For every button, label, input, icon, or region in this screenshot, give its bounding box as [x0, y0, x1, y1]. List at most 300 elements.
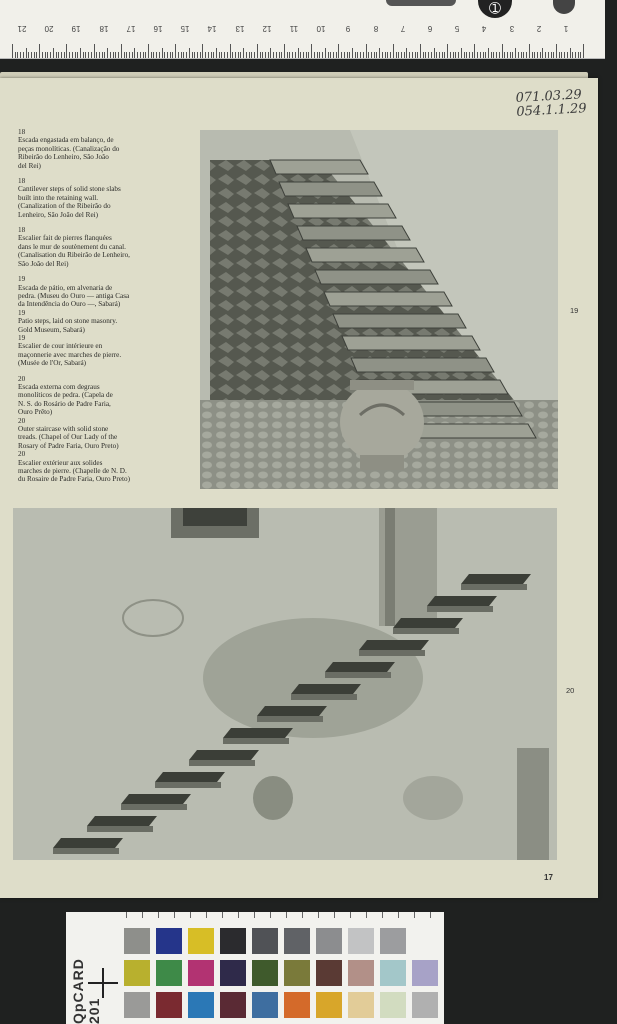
- ruler-tick: [118, 52, 119, 58]
- ruler-hole-icon: [553, 0, 575, 14]
- color-swatch: [348, 960, 374, 986]
- ruler-tick: [153, 52, 154, 58]
- ruler-tick: [387, 52, 388, 58]
- ruler-tick: [23, 52, 24, 58]
- ruler-tick: [578, 52, 579, 58]
- ruler-tick: [483, 52, 484, 58]
- ruler-tick: [450, 52, 451, 58]
- ruler-tick: [126, 52, 127, 58]
- ruler-tick: [415, 52, 416, 58]
- ruler-tick: [436, 52, 437, 58]
- ruler-tick: [425, 52, 426, 58]
- ruler-tick: [325, 48, 326, 58]
- color-swatch: [188, 928, 214, 954]
- ruler-tick: [300, 52, 301, 58]
- card-tick: [174, 912, 175, 918]
- ruler-tick: [132, 52, 133, 58]
- ruler-tick: [56, 52, 57, 58]
- stone-step: [333, 314, 466, 328]
- ruler-tick: [545, 52, 546, 58]
- ruler-tick: [360, 52, 361, 58]
- step-shadow: [325, 672, 391, 678]
- stone-step: [288, 204, 396, 218]
- ruler-tick: [466, 52, 467, 58]
- caption-block: [18, 128, 176, 170]
- stone-step: [279, 182, 382, 196]
- ruler-tick: [376, 52, 377, 58]
- ruler-tick: [491, 52, 492, 58]
- ruler-tick: [583, 44, 584, 58]
- stone-tread: [155, 772, 225, 782]
- color-swatch: [188, 960, 214, 986]
- caption-line: Ouro Prêto): [18, 408, 53, 417]
- ruler-tick: [537, 52, 538, 58]
- ruler-tick: [26, 48, 27, 58]
- ruler-tick: [289, 52, 290, 58]
- color-swatch: [124, 992, 150, 1018]
- ruler-tick: [12, 44, 13, 58]
- ruler-tick: [458, 52, 459, 58]
- ruler-tick: [480, 52, 481, 58]
- caption-line: Patio steps, laid on stone masonry.: [18, 317, 118, 326]
- ruler-tick: [148, 44, 149, 58]
- ruler-number: 8: [373, 24, 378, 33]
- caption-line: Escalier extérieur aux solides: [18, 458, 103, 467]
- ruler-tick: [104, 52, 105, 58]
- outer-staircase-image: [13, 508, 557, 860]
- ruler-tick: [428, 52, 429, 58]
- ruler-tick: [409, 52, 410, 58]
- ruler-tick: [423, 52, 424, 58]
- ruler-tick: [385, 52, 386, 58]
- ruler-tick: [328, 52, 329, 58]
- ruler-tick: [336, 52, 337, 58]
- ruler-tick: [292, 52, 293, 58]
- ruler-tick: [374, 52, 375, 58]
- caption-line: Escada de pátio, em alvenaria de: [18, 283, 113, 292]
- ruler-tick: [77, 52, 78, 58]
- ruler-tick: [306, 52, 307, 58]
- ruler-tick: [227, 52, 228, 58]
- ruler-tick: [113, 52, 114, 58]
- ruler-tick: [352, 48, 353, 58]
- color-swatch: [316, 928, 342, 954]
- stone-tread: [359, 640, 429, 650]
- caption-line: Outer staircase with solid stone: [18, 425, 109, 433]
- caption-line: maçonnerie avec marches de pierre.: [18, 350, 122, 359]
- ruler-tick: [493, 52, 494, 58]
- ruler-tick: [295, 52, 296, 58]
- stone-step: [297, 226, 410, 240]
- ruler-tick: [20, 52, 21, 58]
- ruler-tick: [521, 52, 522, 58]
- stone-tread: [291, 684, 361, 694]
- ruler-tick: [572, 52, 573, 58]
- ruler-tick: [251, 52, 252, 58]
- ruler-tick: [50, 52, 51, 58]
- ruler-tick: [265, 52, 266, 58]
- ruler-tick: [485, 52, 486, 58]
- ruler-tick: [15, 52, 16, 58]
- color-calibration-card: [66, 912, 444, 1024]
- stone-tread: [427, 596, 497, 606]
- ruler-tick: [75, 52, 76, 58]
- stone-step: [306, 248, 424, 262]
- ruler-tick: [447, 44, 448, 58]
- ruler-tick: [257, 44, 258, 58]
- ruler-tick: [496, 52, 497, 58]
- ruler-tick: [281, 52, 282, 58]
- ruler-tick: [510, 52, 511, 58]
- card-tick: [398, 912, 399, 918]
- ruler-tick: [45, 52, 46, 58]
- ruler-tick: [442, 52, 443, 58]
- ruler-tick: [330, 52, 331, 58]
- ruler-tick: [107, 48, 108, 58]
- ruler-tick: [53, 48, 54, 58]
- color-swatch: [124, 960, 150, 986]
- color-swatch: [156, 992, 182, 1018]
- ruler-tick: [548, 52, 549, 58]
- ruler-tick: [474, 44, 475, 58]
- ruler-tick: [183, 52, 184, 58]
- ruler-tick: [518, 52, 519, 58]
- caption-line: N. S. do Rosário de Padre Faria,: [18, 399, 111, 408]
- ruler-tick: [390, 52, 391, 58]
- stone-tread: [257, 706, 327, 716]
- step-shadow: [87, 826, 153, 832]
- ruler-tick: [121, 44, 122, 58]
- ruler-tick: [268, 52, 269, 58]
- ruler-tick: [39, 44, 40, 58]
- color-swatch: [316, 992, 342, 1018]
- ruler-tick: [526, 52, 527, 58]
- caption-line: peças monolíticas. (Canalização do: [18, 144, 120, 153]
- ruler-tick: [561, 52, 562, 58]
- ruler-tick: [393, 44, 394, 58]
- caption-line: Escalier fait de pierres flanquées: [18, 234, 112, 243]
- step-shadow: [427, 606, 493, 612]
- ruler-tick: [83, 52, 84, 58]
- ruler-tick: [42, 52, 43, 58]
- ruler-tick: [532, 52, 533, 58]
- card-tick: [350, 912, 351, 918]
- caption-column: [18, 128, 176, 491]
- caption-line: 19: [18, 333, 26, 342]
- ruler-tick: [246, 52, 247, 58]
- caption-line: (Canalization of the Ribeirão do: [18, 202, 111, 211]
- ruler-tick: [137, 52, 138, 58]
- card-tick: [142, 912, 143, 918]
- ruler-tick: [270, 48, 271, 58]
- color-swatch: [156, 928, 182, 954]
- step-shadow: [291, 694, 357, 700]
- ruler-tick: [412, 52, 413, 58]
- step-shadow: [121, 804, 187, 810]
- ruler-number: 18: [99, 24, 109, 33]
- ruler-tick: [243, 48, 244, 58]
- ruler-tick: [472, 52, 473, 58]
- ruler-number: 12: [262, 24, 272, 33]
- card-tick: [430, 912, 431, 918]
- photo-patio-steps: [200, 130, 558, 489]
- stone-tread: [223, 728, 293, 738]
- caption-line: Escada externa com degraus: [18, 382, 100, 391]
- card-brand-label: QpCARD 201: [70, 958, 102, 1024]
- ruler-tick: [47, 52, 48, 58]
- ruler-tick: [366, 44, 367, 58]
- ruler-tick: [110, 52, 111, 58]
- ruler-tick: [143, 52, 144, 58]
- caption-line: 18: [18, 128, 26, 136]
- ruler-tick: [178, 52, 179, 58]
- ruler-tick: [338, 44, 339, 58]
- ruler-tick: [91, 52, 92, 58]
- ruler-tick: [368, 52, 369, 58]
- ruler-tick: [439, 52, 440, 58]
- ruler-tick: [175, 44, 176, 58]
- ruler-tick: [140, 52, 141, 58]
- ruler-tick: [197, 52, 198, 58]
- caption-line: 18: [18, 177, 26, 186]
- caption-block: [18, 226, 176, 268]
- ruler-tick: [276, 52, 277, 58]
- ruler-tick: [284, 44, 285, 58]
- caption-line: (Musée de l'Or, Sabará): [18, 359, 87, 368]
- ruler-tick: [303, 52, 304, 58]
- ruler-tick: [232, 52, 233, 58]
- ruler-tick: [205, 52, 206, 58]
- ruler-tick: [347, 52, 348, 58]
- ruler-tick: [36, 52, 37, 58]
- ruler-tick: [499, 52, 500, 58]
- caption-line: Escalier de cour intérieure en: [18, 342, 103, 351]
- ruler-tick: [64, 52, 65, 58]
- step-shadow: [393, 628, 459, 634]
- ruler-tick: [58, 52, 59, 58]
- ruler-number: 16: [153, 24, 163, 33]
- stone-step: [270, 160, 368, 174]
- ruler-tick: [420, 44, 421, 58]
- color-swatch: [284, 992, 310, 1018]
- ruler-tick: [564, 52, 565, 58]
- color-swatch: [380, 992, 406, 1018]
- stone-tread: [325, 662, 395, 672]
- ruler-top-mark: [386, 0, 456, 6]
- card-tick: [206, 912, 207, 918]
- card-tick: [126, 912, 127, 918]
- crosshair-icon: [102, 968, 104, 998]
- ruler-tick: [260, 52, 261, 58]
- stone-tread: [461, 574, 531, 584]
- ruler-number: 10: [316, 24, 326, 33]
- ruler-tick: [170, 52, 171, 58]
- ruler-tick: [379, 48, 380, 58]
- ruler-tick: [186, 52, 187, 58]
- stone-step: [324, 292, 452, 306]
- ruler-tick: [202, 44, 203, 58]
- step-shadow: [155, 782, 221, 788]
- card-tick: [222, 912, 223, 918]
- ruler-tick: [17, 52, 18, 58]
- ruler-tick: [34, 52, 35, 58]
- ruler-tick: [534, 52, 535, 58]
- caption-block: [18, 177, 176, 219]
- ruler-number: 6: [427, 24, 433, 33]
- caption-line: 20: [18, 450, 26, 459]
- ruler-tick: [240, 52, 241, 58]
- ruler-tick: [31, 52, 32, 58]
- ruler-tick: [567, 52, 568, 58]
- ruler-tick: [434, 48, 435, 58]
- ruler-tick: [115, 52, 116, 58]
- ruler-tick: [235, 52, 236, 58]
- ruler-tick: [124, 52, 125, 58]
- figure-number-20: 20: [566, 686, 575, 695]
- ruler-tick: [559, 52, 560, 58]
- caption-line: Cantilever steps of solid stone slabs: [18, 185, 121, 194]
- ruler-tick: [404, 52, 405, 58]
- ruler-tick: [461, 48, 462, 58]
- photo-outer-staircase: [13, 508, 557, 860]
- card-tick: [414, 912, 415, 918]
- ruler-tick: [249, 52, 250, 58]
- ruler-tick: [444, 52, 445, 58]
- ruler-tick: [575, 52, 576, 58]
- ruler-tick: [145, 52, 146, 58]
- card-tick: [318, 912, 319, 918]
- ruler-tick: [453, 52, 454, 58]
- ruler-tick: [398, 52, 399, 58]
- stone-tread: [53, 838, 123, 848]
- ruler-number: 21: [17, 24, 27, 33]
- ruler-tick: [542, 48, 543, 58]
- ruler-tick: [159, 52, 160, 58]
- ruler-tick: [371, 52, 372, 58]
- ruler-tick: [194, 52, 195, 58]
- caption-line: monolíticos de pedra. (Capela de: [18, 391, 113, 400]
- caption-line: 20: [18, 374, 26, 383]
- color-swatch: [284, 960, 310, 986]
- ruler-tick: [298, 48, 299, 58]
- caption-line: pedra. (Museu do Ouro — antiga Casa: [18, 291, 130, 300]
- stone-tread: [87, 816, 157, 826]
- caption-block: [18, 275, 176, 367]
- ruler-tick: [189, 48, 190, 58]
- card-tick: [270, 912, 271, 918]
- caption-line: marches de pierre. (Chapelle de N. D.: [18, 467, 127, 476]
- figure-number-19: 19: [570, 306, 579, 315]
- stone-tread: [393, 618, 463, 628]
- ruler-tick: [192, 52, 193, 58]
- ruler-tick: [200, 52, 201, 58]
- ruler-tick: [156, 52, 157, 58]
- page-number: 17: [544, 873, 553, 882]
- color-swatch: [348, 992, 374, 1018]
- ruler-tick: [102, 52, 103, 58]
- ruler-tick: [551, 52, 552, 58]
- ruler-tick: [431, 52, 432, 58]
- patio-steps-image: [200, 130, 558, 489]
- color-swatch: [252, 992, 278, 1018]
- ruler-number: 17: [126, 24, 136, 33]
- ruler-tick: [319, 52, 320, 58]
- ruler-tick: [85, 52, 86, 58]
- ruler-tick: [224, 52, 225, 58]
- ruler-tick: [341, 52, 342, 58]
- card-tick: [286, 912, 287, 918]
- ruler-number: 9: [346, 24, 351, 33]
- ruler-tick: [363, 52, 364, 58]
- color-swatch: [220, 960, 246, 986]
- ruler-number: 19: [71, 24, 81, 33]
- ruler-tick: [61, 52, 62, 58]
- ruler-tick: [254, 52, 255, 58]
- ruler-tick: [523, 52, 524, 58]
- ruler-tick: [308, 52, 309, 58]
- ruler-tick: [28, 52, 29, 58]
- caption-line: 19: [18, 308, 26, 317]
- ruler-tick: [488, 48, 489, 58]
- ruler-number: 20: [44, 24, 54, 33]
- stone-step: [351, 358, 494, 372]
- ruler-number: 15: [180, 24, 190, 33]
- measuring-ruler: [0, 0, 605, 59]
- color-swatch: [188, 992, 214, 1018]
- ruler-tick: [580, 52, 581, 58]
- ruler-number: 7: [400, 24, 406, 33]
- caption-line: du Rosaire de Padre Faria, Ouro Preto): [18, 475, 130, 484]
- caption-line: Lenheiro, São João del Rei): [18, 210, 99, 219]
- ruler-tick: [172, 52, 173, 58]
- ruler-number: 2: [536, 24, 542, 33]
- ruler-tick: [515, 48, 516, 58]
- ruler-tick: [238, 52, 239, 58]
- caption-line: dans le mur de soutènement du canal.: [18, 242, 126, 251]
- ruler-tick: [406, 48, 407, 58]
- ruler-tick: [279, 52, 280, 58]
- caption-line: Ribeirão do Lenheiro, São João: [18, 153, 109, 162]
- color-swatch: [220, 928, 246, 954]
- ruler-tick: [540, 52, 541, 58]
- catalog-number-line: 071.03.29: [515, 87, 583, 106]
- step-shadow: [53, 848, 119, 854]
- ruler-tick: [401, 52, 402, 58]
- ruler-tick: [94, 44, 95, 58]
- caption-line: built into the retaining wall.: [18, 193, 99, 202]
- ruler-tick: [134, 48, 135, 58]
- ruler-tick: [151, 52, 152, 58]
- ruler-tick: [417, 52, 418, 58]
- ruler-tick: [455, 52, 456, 58]
- color-swatch: [284, 928, 310, 954]
- stone-step: [315, 270, 438, 284]
- step-shadow: [223, 738, 289, 744]
- color-swatch: [412, 960, 438, 986]
- ruler-tick: [311, 44, 312, 58]
- ruler-tick: [355, 52, 356, 58]
- ruler-tick: [66, 44, 67, 58]
- stone-tread: [189, 750, 259, 760]
- ruler-tick: [262, 52, 263, 58]
- ruler-tick: [553, 52, 554, 58]
- ruler-tick: [317, 52, 318, 58]
- caption-line: treads. (Chapel of Our Lady of the: [18, 433, 118, 442]
- ruler-tick: [221, 52, 222, 58]
- ruler-number: 1: [563, 24, 569, 33]
- ruler-tick: [72, 52, 73, 58]
- card-tick: [334, 912, 335, 918]
